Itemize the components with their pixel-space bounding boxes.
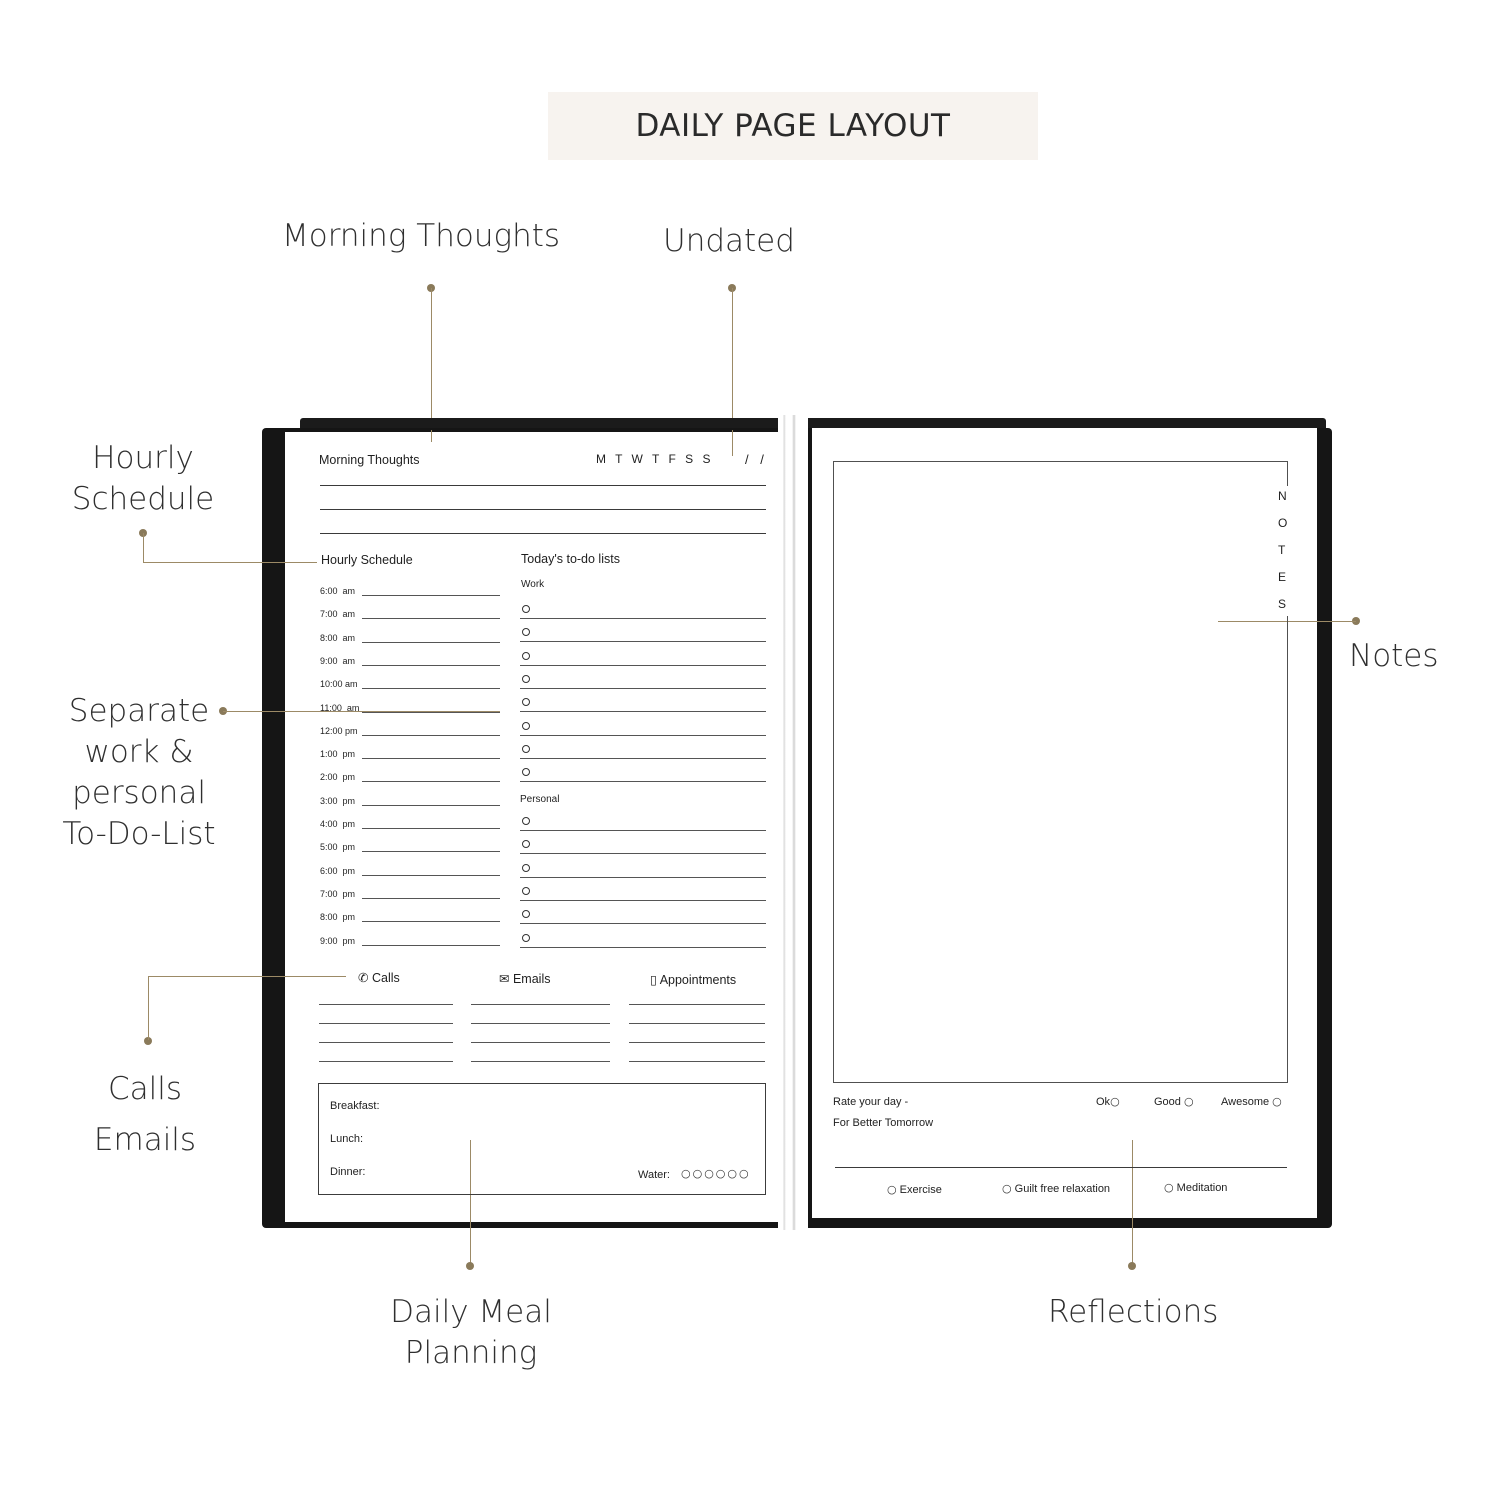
callout-line bbox=[148, 976, 149, 1040]
todo-line bbox=[520, 900, 766, 901]
rating-label: Good bbox=[1154, 1096, 1181, 1108]
hour-label: 6:00 am bbox=[320, 586, 356, 596]
appointments-section bbox=[650, 972, 736, 987]
callout-line bbox=[1132, 1140, 1133, 1228]
hour-row bbox=[320, 703, 500, 717]
reflection-exercise[interactable] bbox=[887, 1183, 942, 1196]
notes-letter: S bbox=[1278, 597, 1287, 611]
hour-line[interactable] bbox=[362, 898, 500, 899]
contact-line[interactable] bbox=[319, 1023, 453, 1024]
todo-item[interactable] bbox=[520, 673, 766, 689]
notes-letter: T bbox=[1278, 543, 1286, 557]
todo-line bbox=[520, 735, 766, 736]
notes-letter: N bbox=[1278, 489, 1287, 503]
hour-row bbox=[320, 772, 500, 786]
phone-icon: ✆ bbox=[358, 971, 369, 985]
hour-line[interactable] bbox=[362, 921, 500, 922]
checkbox-circle-icon[interactable] bbox=[522, 864, 530, 872]
reflection-relaxation[interactable] bbox=[1002, 1182, 1110, 1195]
rating-awesome[interactable] bbox=[1221, 1095, 1282, 1108]
reflection-label: Exercise bbox=[899, 1184, 942, 1196]
callout-line-text: work & bbox=[84, 734, 194, 770]
callout-line-text: Planning bbox=[404, 1335, 538, 1371]
notes-letter: O bbox=[1278, 516, 1288, 530]
hour-line[interactable] bbox=[362, 595, 500, 596]
todo-line bbox=[520, 923, 766, 924]
callout-calls-emails bbox=[80, 1064, 210, 1166]
hourly-schedule-heading: Hourly Schedule bbox=[321, 553, 413, 567]
hour-label: 8:00 am bbox=[320, 632, 356, 643]
checkbox-circle-icon[interactable] bbox=[522, 910, 530, 918]
callout-daily-meal bbox=[380, 1292, 562, 1374]
checkbox-circle-icon[interactable] bbox=[522, 887, 530, 895]
personal-label: Personal bbox=[520, 794, 560, 805]
better-tomorrow-label: For Better Tomorrow bbox=[833, 1117, 934, 1129]
hour-row bbox=[320, 679, 500, 693]
callout-dot bbox=[1128, 1262, 1136, 1270]
callout-line-text: Emails bbox=[93, 1122, 197, 1158]
hour-label: 8:00 pm bbox=[320, 912, 356, 923]
radio-circle-icon: ○ bbox=[1164, 1181, 1174, 1194]
hour-row bbox=[320, 889, 500, 903]
todo-line bbox=[520, 618, 766, 619]
contact-line[interactable] bbox=[629, 1004, 765, 1005]
todo-item[interactable] bbox=[520, 603, 766, 619]
calls-label: Calls bbox=[371, 971, 400, 985]
envelope-icon: ✉ bbox=[499, 972, 510, 986]
todo-item[interactable] bbox=[520, 862, 766, 878]
radio-circle-icon: ○ bbox=[1002, 1182, 1012, 1195]
hour-row bbox=[320, 656, 500, 670]
callout-line bbox=[262, 976, 346, 977]
todo-line bbox=[520, 830, 766, 831]
contact-line[interactable] bbox=[471, 1004, 610, 1005]
callout-line bbox=[143, 533, 144, 562]
hour-label: 3:00 pm bbox=[320, 795, 356, 806]
hour-line[interactable] bbox=[362, 688, 500, 689]
book-spine bbox=[778, 415, 808, 1230]
checkbox-circle-icon[interactable] bbox=[522, 745, 530, 753]
hour-line[interactable] bbox=[362, 875, 500, 876]
tomorrow-line bbox=[835, 1167, 1287, 1168]
thought-line bbox=[320, 509, 766, 510]
todo-line bbox=[520, 641, 766, 642]
callout-line-text: Calls bbox=[107, 1071, 183, 1107]
contact-line[interactable] bbox=[319, 1042, 453, 1043]
radio-circle-icon: ○ bbox=[1272, 1095, 1282, 1108]
callout-line-text: Hourly bbox=[92, 440, 194, 476]
hour-label: 4:00 pm bbox=[320, 819, 356, 829]
hour-line[interactable] bbox=[362, 618, 500, 619]
checkbox-circle-icon[interactable] bbox=[522, 934, 530, 942]
hour-line[interactable] bbox=[362, 851, 500, 852]
contact-line[interactable] bbox=[629, 1061, 765, 1062]
todo-item[interactable] bbox=[520, 626, 766, 642]
callout-line-text: Schedule bbox=[71, 481, 215, 517]
checkbox-circle-icon[interactable] bbox=[522, 605, 530, 613]
todo-line bbox=[520, 877, 766, 878]
todo-line bbox=[520, 688, 766, 689]
contact-line[interactable] bbox=[319, 1061, 453, 1062]
hour-label: 12:00 pm bbox=[320, 725, 358, 736]
todo-line bbox=[520, 947, 766, 948]
callout-hourly-schedule bbox=[68, 438, 218, 520]
contact-line[interactable] bbox=[471, 1023, 610, 1024]
callout-separate-todo bbox=[54, 691, 224, 855]
hour-label: 7:00 am bbox=[320, 609, 356, 620]
hour-row bbox=[320, 749, 500, 763]
hour-row bbox=[320, 819, 500, 833]
hour-row bbox=[320, 936, 500, 950]
todo-line bbox=[520, 853, 766, 854]
rate-day-label: Rate your day - bbox=[833, 1096, 909, 1108]
hour-row bbox=[320, 912, 500, 926]
notes-box bbox=[833, 461, 1288, 1083]
checkbox-circle-icon[interactable] bbox=[522, 652, 530, 660]
contact-line[interactable] bbox=[629, 1042, 765, 1043]
todo-item[interactable] bbox=[520, 815, 766, 831]
hour-label: 2:00 pm bbox=[320, 772, 356, 783]
todo-heading: Today's to-do lists bbox=[521, 552, 620, 566]
todo-item[interactable] bbox=[520, 720, 766, 736]
hour-line[interactable] bbox=[362, 735, 500, 736]
todo-item[interactable] bbox=[520, 650, 766, 666]
rating-label: Awesome bbox=[1221, 1096, 1270, 1108]
todo-line bbox=[520, 781, 766, 782]
checkbox-circle-icon[interactable] bbox=[522, 698, 530, 706]
dinner-label: Dinner: bbox=[330, 1166, 366, 1178]
hour-line[interactable] bbox=[362, 781, 500, 782]
water-drop-icons: ○○○○○○ bbox=[681, 1167, 751, 1180]
weekday-letters: M T W T F S S bbox=[596, 452, 714, 466]
calls-section bbox=[358, 970, 400, 985]
checkbox-circle-icon[interactable] bbox=[522, 628, 530, 636]
hour-label: 11:00 am bbox=[320, 702, 360, 713]
page-title: DAILY PAGE LAYOUT bbox=[635, 108, 951, 144]
todo-item[interactable] bbox=[520, 838, 766, 854]
notes-letter: E bbox=[1278, 570, 1287, 584]
callout-morning-thoughts: Morning Thoughts bbox=[282, 218, 561, 254]
checkbox-circle-icon[interactable] bbox=[522, 840, 530, 848]
hour-line[interactable] bbox=[362, 712, 500, 713]
callout-notes: Notes bbox=[1349, 638, 1439, 674]
hour-label: 1:00 pm bbox=[320, 749, 356, 760]
todo-line bbox=[520, 711, 766, 712]
date-slashes: / / bbox=[745, 452, 768, 467]
thought-line bbox=[320, 533, 766, 534]
hour-row bbox=[320, 609, 500, 623]
thought-line bbox=[320, 485, 766, 486]
hour-label: 9:00 pm bbox=[320, 935, 356, 946]
reflection-label: Meditation bbox=[1176, 1182, 1228, 1194]
todo-item[interactable] bbox=[520, 932, 766, 948]
contact-line[interactable] bbox=[471, 1061, 610, 1062]
reflection-label: Guilt free relaxation bbox=[1014, 1183, 1111, 1195]
hour-line[interactable] bbox=[362, 665, 500, 666]
callout-line bbox=[262, 562, 317, 563]
callout-undated: Undated bbox=[663, 223, 795, 259]
callout-line-text: Daily Meal bbox=[390, 1294, 552, 1330]
callout-line-text: To-Do-List bbox=[62, 816, 216, 852]
rating-label: Ok bbox=[1096, 1096, 1111, 1108]
appointments-label: Appointments bbox=[659, 973, 737, 987]
radio-circle-icon: ○ bbox=[1183, 1095, 1194, 1108]
hour-row bbox=[320, 796, 500, 810]
hour-line[interactable] bbox=[362, 828, 500, 829]
checkbox-circle-icon[interactable] bbox=[522, 722, 530, 730]
hour-line[interactable] bbox=[362, 805, 500, 806]
callout-line bbox=[431, 430, 432, 442]
hour-line[interactable] bbox=[362, 758, 500, 759]
rating-ok[interactable] bbox=[1096, 1095, 1120, 1108]
emails-label: Emails bbox=[512, 972, 551, 986]
clipboard-icon: ▯ bbox=[650, 973, 657, 987]
title-banner bbox=[548, 92, 1038, 160]
hour-row bbox=[320, 633, 500, 647]
water-label: Water: bbox=[638, 1169, 670, 1181]
todo-line bbox=[520, 665, 766, 666]
hour-row bbox=[320, 842, 500, 856]
todo-item[interactable] bbox=[520, 696, 766, 712]
rating-good[interactable] bbox=[1154, 1095, 1194, 1108]
callout-line-text: Separate bbox=[68, 693, 210, 729]
todo-item[interactable] bbox=[520, 885, 766, 901]
hour-line[interactable] bbox=[362, 642, 500, 643]
emails-section bbox=[499, 971, 550, 986]
todo-item[interactable] bbox=[520, 908, 766, 924]
callout-dot bbox=[466, 1262, 474, 1270]
todo-line bbox=[520, 758, 766, 759]
hour-label: 7:00 pm bbox=[320, 888, 356, 899]
hour-label: 9:00 am bbox=[320, 655, 356, 666]
contact-line[interactable] bbox=[319, 1004, 453, 1005]
checkbox-circle-icon[interactable] bbox=[522, 817, 530, 825]
morning-thoughts-heading: Morning Thoughts bbox=[319, 453, 420, 467]
todo-item[interactable] bbox=[520, 743, 766, 759]
contact-line[interactable] bbox=[471, 1042, 610, 1043]
reflection-meditation[interactable] bbox=[1164, 1181, 1227, 1194]
todo-item[interactable] bbox=[520, 766, 766, 782]
hour-label: 6:00 pm bbox=[320, 865, 356, 876]
callout-reflections: Reflections bbox=[1048, 1294, 1219, 1330]
hour-line[interactable] bbox=[362, 945, 500, 946]
callout-line-text: personal bbox=[72, 775, 206, 811]
checkbox-circle-icon[interactable] bbox=[522, 768, 530, 776]
hour-row bbox=[320, 866, 500, 880]
lunch-label: Lunch: bbox=[330, 1133, 364, 1145]
hour-row bbox=[320, 586, 500, 600]
radio-circle-icon: ○ bbox=[1110, 1095, 1120, 1108]
callout-line bbox=[732, 430, 733, 456]
hour-label: 5:00 pm bbox=[320, 842, 356, 853]
contact-line[interactable] bbox=[629, 1023, 765, 1024]
work-label: Work bbox=[521, 579, 545, 590]
checkbox-circle-icon[interactable] bbox=[522, 675, 530, 683]
breakfast-label: Breakfast: bbox=[330, 1100, 380, 1112]
hour-row bbox=[320, 726, 500, 740]
radio-circle-icon: ○ bbox=[887, 1183, 897, 1196]
hour-label: 10:00 am bbox=[320, 679, 358, 690]
